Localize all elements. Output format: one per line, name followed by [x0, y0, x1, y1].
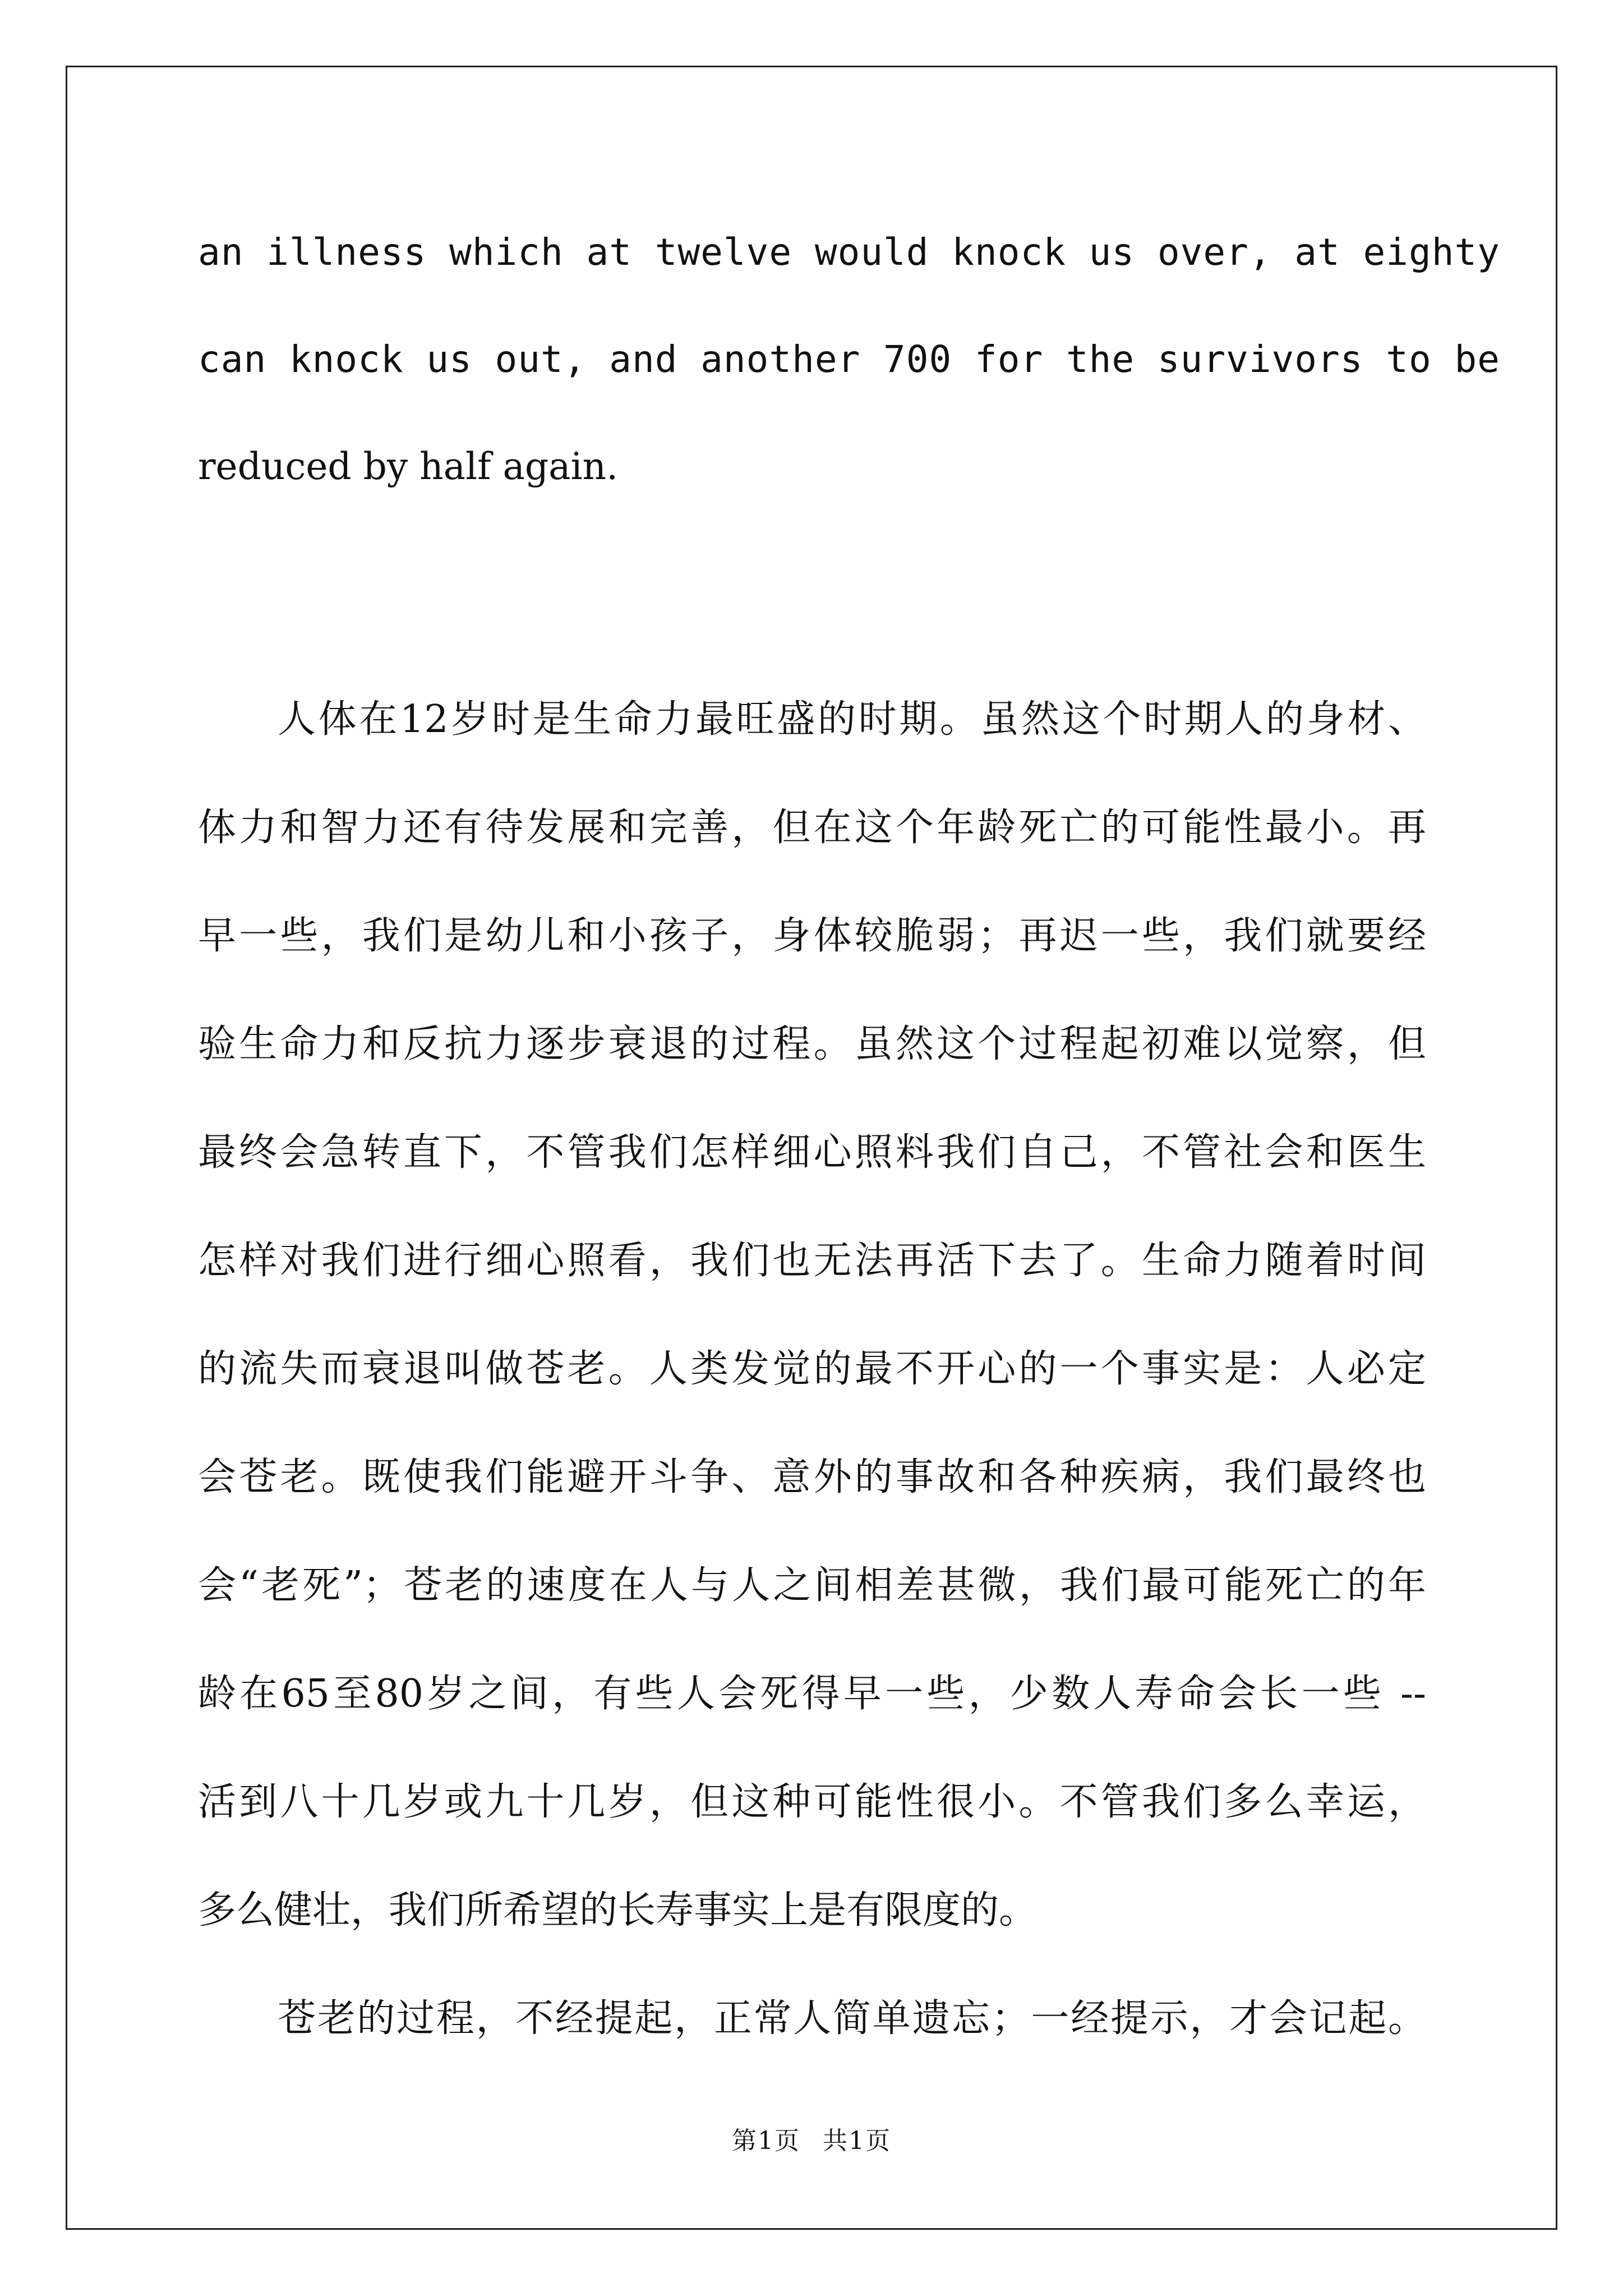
page-number-current: 第1页 — [732, 2127, 800, 2155]
english-text-line: an illness which at twelve would knock us over, at eighty — [198, 231, 1500, 274]
paragraph-line: 多么健壮，我们所希望的长寿事实上是有限度的。 — [198, 1888, 1038, 1932]
paragraph-line: 龄在65至80岁之间，有些人会死得早一些，少数人寿命会长一些 -- — [198, 1672, 1426, 1716]
page-footer — [0, 2120, 1623, 2156]
paragraph-line: 体力和智力还有待发展和完善，但在这个年龄死亡的可能性最小。再 — [198, 806, 1426, 850]
paragraph-line: 苍老的过程，不经提起，正常人简单遗忘；一经提示，才会记起。 — [278, 1996, 1426, 2041]
english-text-line: can knock us out, and another 700 for the survivors to be — [198, 338, 1500, 381]
paragraph-line: 人体在12岁时是生命力最旺盛的时期。虽然这个时期人的身材、 — [278, 697, 1426, 742]
document-body — [198, 219, 1500, 2093]
paragraph-line: 最终会急转直下，不管我们怎样细心照料我们自己，不管社会和医生 — [198, 1130, 1426, 1175]
paragraph-spacer — [198, 540, 1426, 686]
paragraph-line: 的流失而衰退叫做苍老。人类发觉的最不开心的一个事实是：人必定 — [198, 1347, 1426, 1391]
paragraph-line: 怎样对我们进行细心照看，我们也无法再活下去了。生命力随着时间 — [198, 1239, 1426, 1283]
paragraph-line: 活到八十几岁或九十几岁，但这种可能性很小。不管我们多么幸运， — [198, 1780, 1426, 1824]
paragraph-line: 会“老死”；苍老的速度在人与人之间相差甚微，我们最可能死亡的年 — [198, 1563, 1426, 1608]
english-text-line: reduced by half again. — [198, 445, 619, 488]
paragraph-line: 验生命力和反抗力逐步衰退的过程。虽然这个过程起初难以觉察，但 — [198, 1022, 1426, 1066]
paragraph-line: 会苍老。既使我们能避开斗争、意外的事故和各种疾病，我们最终也 — [198, 1455, 1426, 1499]
page-number-total: 共1页 — [823, 2127, 891, 2155]
paragraph-line: 早一些，我们是幼儿和小孩子，身体较脆弱；再迟一些，我们就要经 — [198, 914, 1426, 958]
